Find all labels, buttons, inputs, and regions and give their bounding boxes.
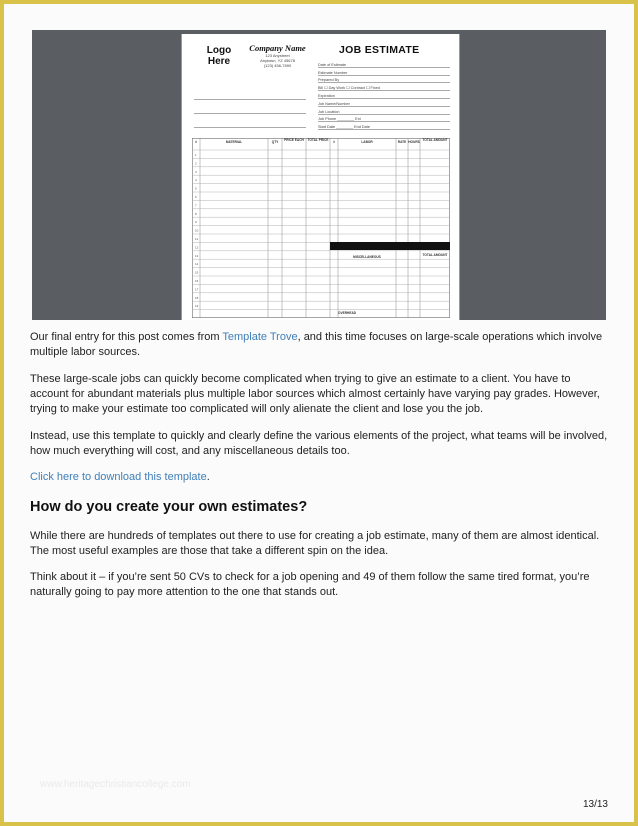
row-number: 18: [195, 295, 199, 300]
company-city: Anytown, YZ 45678: [260, 58, 295, 63]
section-heading: How do you create your own estimates?: [30, 499, 308, 515]
form-field: Prepared By: [318, 76, 450, 84]
company-name: Company Name: [249, 43, 306, 53]
misc-header: MISCELLANEOUS: [353, 255, 381, 259]
materials-header-total-price: TOTAL PRICE: [307, 138, 329, 142]
materials-header-qty: QTY: [271, 140, 279, 144]
materials-header-material: MATERIAL: [225, 140, 243, 144]
company-address: 123 Anystreet: [265, 53, 290, 58]
form-field: Job Phone ________ Ext: [318, 115, 450, 123]
page-number: 13/13: [582, 799, 608, 810]
paragraph-5: Think about it – if you’re sent 50 CVs to check for a job opening and 49 of them follow the same tired format, you’re naturally going to pay more attention to the one that stands out.: [30, 571, 590, 599]
labor-header-hours: HOURS: [408, 140, 420, 144]
row-number: 19: [195, 304, 199, 309]
company-phone: (123) 456-7890: [263, 63, 292, 68]
row-number: 16: [195, 279, 199, 283]
logo-line-1: Logo: [206, 45, 232, 56]
watermark: www.heritagechristiancollege.com: [40, 779, 191, 790]
template-preview-image: [32, 30, 606, 320]
paragraph-2: These large-scale jobs can quickly become complicated when trying to give an estimate to a client. You have to account for abundant materials plus multiple labor sources which almost certainly have varying pay grades. However, trying to make your estimate too complicated will only alienate the client and lose you the job.: [30, 373, 600, 416]
form-field: Date of Estimate: [318, 60, 450, 68]
form-field: Job Name/Number: [318, 99, 450, 107]
row-number: 15: [195, 270, 199, 275]
download-template-link[interactable]: Click here to download this template: [30, 471, 207, 483]
template-trove-link[interactable]: Template Trove: [222, 331, 298, 343]
row-number: 3: [195, 169, 197, 174]
row-number: 5: [195, 186, 197, 191]
estimate-grid-lines: [192, 138, 450, 318]
row-number: 1: [195, 153, 197, 157]
labor-total-band: [330, 242, 450, 250]
form-field: Start Date ________ End Date: [318, 122, 450, 130]
row-number: 10: [195, 228, 199, 233]
document-page: [4, 4, 634, 822]
overhead-label: OVERHEAD: [338, 311, 357, 315]
estimate-grid: [192, 138, 450, 318]
customer-lines: [194, 86, 306, 128]
form-field: Estimate Number: [318, 68, 450, 76]
row-number: 7: [195, 203, 197, 208]
company-block: [240, 43, 315, 68]
logo-line-2: Here: [207, 56, 231, 67]
form-fields: [318, 60, 450, 130]
labor-header-labor: LABOR: [361, 140, 373, 144]
labor-header-number: #: [333, 140, 335, 144]
paragraph-1: Our final entry for this post comes from Template Trove, and this time focuses on large-scale operations which involve multiple labor sources.: [30, 331, 603, 359]
row-number: 11: [195, 237, 199, 241]
row-number: 13: [195, 253, 199, 258]
logo-placeholder: [202, 45, 236, 67]
row-number: 2: [195, 161, 197, 166]
labor-header-rate: RATE: [397, 140, 407, 144]
materials-header-price-each: PRICE EACH: [284, 138, 304, 142]
row-number: 6: [195, 195, 197, 199]
row-number: 14: [195, 262, 199, 267]
row-number: 8: [195, 211, 197, 216]
paragraph-3: Instead, use this template to quickly and clearly define the various elements of the project, what teams will be involved, how much everything will cost, and any miscellaneous details too.: [30, 430, 608, 458]
labor-header-total-amount: TOTAL AMOUNT: [422, 138, 448, 142]
row-number: 12: [195, 245, 199, 250]
paragraph-4: While there are hundreds of templates out there to use for creating a job estimate, many of them are almost identical. The most useful examples are those that take a different spin on the idea.: [30, 530, 600, 558]
form-field: Bill ☐ Day Work ☐ Contract ☐ Fixed: [318, 83, 450, 91]
row-number: 9: [195, 220, 197, 225]
form-title: JOB ESTIMATE: [339, 44, 420, 56]
job-estimate-form: [181, 34, 460, 320]
row-number: 4: [195, 178, 197, 183]
form-field: Expiration: [318, 91, 450, 99]
download-line: Click here to download this template.: [30, 471, 210, 483]
form-field: Job Location: [318, 107, 450, 115]
row-number: 17: [195, 287, 199, 292]
grid-border: [192, 138, 449, 317]
materials-header-number: #: [195, 140, 197, 144]
misc-total-header: TOTAL AMOUNT: [422, 253, 448, 257]
